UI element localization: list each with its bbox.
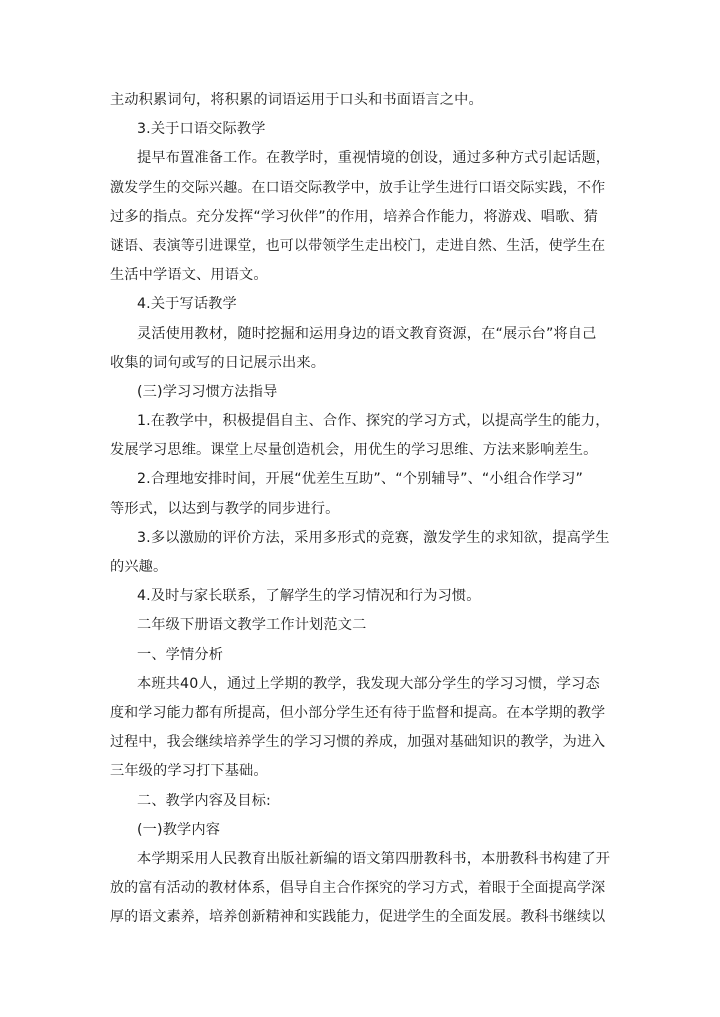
paragraph-line: 本学期采用人民教育出版社新编的语文第四册教科书，本册教科书构建了开 xyxy=(137,850,611,867)
section-heading: 3.关于口语交际教学 xyxy=(137,121,266,138)
paragraph-line: 生活中学语文、用语文。 xyxy=(110,267,268,284)
paragraph-line: 1.在教学中，积极提倡自主、合作、探究的学习方式，以提高学生的能力， xyxy=(137,413,610,430)
paragraph-line: 灵活使用教材，随时挖掘和运用身边的语文教育资源，在“展示台”将自己 xyxy=(137,325,597,342)
paragraph-line: 4.及时与家长联系，了解学生的学习情况和行为习惯。 xyxy=(137,588,481,605)
paragraph-line: 激发学生的交际兴趣。在口语交际教学中，放手让学生进行口语交际实践，不作 xyxy=(110,179,606,196)
paragraph-line: 厚的语文素养，培养创新精神和实践能力，促进学生的全面发展。教科书继续以 xyxy=(110,909,606,926)
section-heading: 4.关于写话教学 xyxy=(137,296,237,313)
section-heading: (一)教学内容 xyxy=(137,821,221,838)
section-heading: 二、教学内容及目标: xyxy=(137,792,271,809)
section-heading: 一、学情分析 xyxy=(137,646,224,663)
paragraph-line: 提早布置准备工作。在教学时，重视情境的创设，通过多种方式引起话题， xyxy=(137,150,611,167)
paragraph-line: 谜语、表演等引进课堂，也可以带领学生走出校门，走进自然、生活，使学生在 xyxy=(110,237,606,254)
paragraph-line: 3.多以激励的评价方法，采用多形式的竞赛，激发学生的求知欲，提高学生 xyxy=(137,529,610,546)
paragraph-line: 放的富有活动的教材体系，倡导自主合作探究的学习方式，着眼于全面提高学深 xyxy=(110,880,606,897)
text-line: 主动积累词句，将积累的词语运用于口头和书面语言之中。 xyxy=(110,92,483,108)
paragraph-line: 度和学习能力都有所提高，但小部分学生还有待于监督和提高。在本学期的教学 xyxy=(110,704,606,721)
section-heading: (三)学习习惯方法指导 xyxy=(137,383,278,400)
paragraph-line: 的兴趣。 xyxy=(110,559,168,575)
paragraph-line: 2.合理地安排时间，开展“优差生互助”、“个别辅导”、“小组合作学习” xyxy=(137,471,583,488)
document-subtitle: 二年级下册语文教学工作计划范文二 xyxy=(137,617,367,634)
paragraph-line: 本班共40人，通过上学期的教学，我发现大部分学生的学习习惯，学习态 xyxy=(137,675,600,692)
paragraph-line: 发展学习思维。课堂上尽量创造机会，用优生的学习思维、方法来影响差生。 xyxy=(110,442,598,459)
document-page xyxy=(110,86,610,932)
paragraph-line: 三年级的学习打下基础。 xyxy=(110,763,268,780)
paragraph-line: 过多的指点。充分发挥“学习伙伴”的作用，培养合作能力，将游戏、唱歌、猜 xyxy=(110,208,599,225)
paragraph-line: 等形式，以达到与教学的同步进行。 xyxy=(110,500,340,517)
paragraph-line: 收集的词句或写的日记展示出来。 xyxy=(110,354,326,371)
paragraph-line: 过程中，我会继续培养学生的学习习惯的养成，加强对基础知识的教学，为进入 xyxy=(110,734,606,751)
